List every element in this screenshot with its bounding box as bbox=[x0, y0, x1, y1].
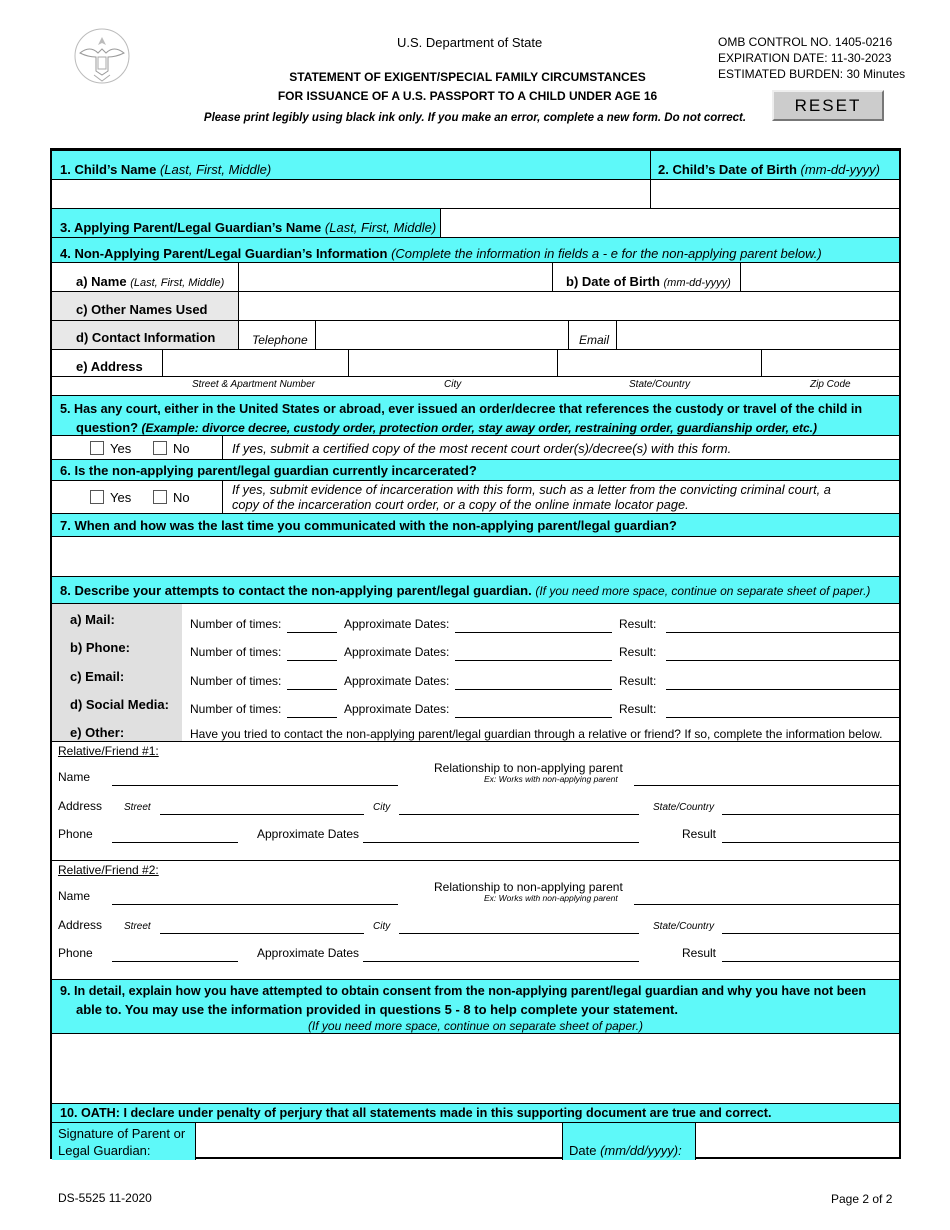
q6-label: 6. Is the non-applying parent/legal guardian currently incarcerated? bbox=[60, 463, 477, 478]
result-label: Result: bbox=[619, 674, 657, 688]
relative-address-label: Address bbox=[58, 799, 103, 813]
applying-parent-name-field[interactable] bbox=[442, 209, 899, 237]
email-field[interactable] bbox=[617, 321, 899, 349]
reset-button[interactable]: RESET bbox=[772, 90, 884, 121]
city-field[interactable] bbox=[399, 814, 639, 815]
relative-address-label: Address bbox=[58, 918, 103, 932]
times-label: Number of times: bbox=[190, 674, 282, 688]
omb-control: OMB CONTROL NO. 1405-0216 bbox=[718, 35, 893, 49]
form-title-line2: FOR ISSUANCE OF A U.S. PASSPORT TO A CHILD UNDER AGE 16 bbox=[277, 89, 658, 103]
q9-answer-field[interactable] bbox=[52, 1034, 899, 1103]
state-label: State/Country bbox=[653, 921, 715, 932]
city-label: City bbox=[373, 921, 391, 932]
method-label: a) Mail: bbox=[70, 612, 115, 627]
approx-dates-field[interactable] bbox=[363, 842, 639, 843]
q6-note-line2: copy of the incarceration court order, or a copy of the online inmate locator page. bbox=[232, 497, 689, 512]
address-zip-field[interactable] bbox=[762, 350, 899, 376]
signature-label-line1: Signature of Parent or bbox=[58, 1126, 186, 1141]
times-field[interactable] bbox=[287, 717, 337, 718]
dates-field[interactable] bbox=[455, 660, 612, 661]
relative-name-label: Name bbox=[58, 889, 91, 903]
q5-note: If yes, submit a certified copy of the most recent court order(s)/decree(s) with this form. bbox=[232, 441, 732, 456]
relationship-field[interactable] bbox=[634, 904, 899, 905]
result-label: Result: bbox=[619, 645, 657, 659]
child-dob-field[interactable] bbox=[651, 180, 899, 207]
q3-label: 3. Applying Parent/Legal Guardian’s Name (Last, First, Middle) bbox=[60, 220, 437, 235]
form-body bbox=[50, 148, 901, 1159]
result-field[interactable] bbox=[666, 717, 899, 718]
zip-caption: Zip Code bbox=[810, 379, 851, 390]
times-field[interactable] bbox=[287, 660, 337, 661]
relative-title: Relative/Friend #1: bbox=[58, 744, 159, 758]
times-label: Number of times: bbox=[190, 645, 282, 659]
method-label: b) Phone: bbox=[70, 640, 130, 655]
relatives-divider bbox=[52, 860, 899, 861]
q6-no[interactable]: No bbox=[153, 490, 190, 505]
phone-field[interactable] bbox=[112, 961, 238, 962]
q2-label: 2. Child’s Date of Birth (mm-dd-yyyy) bbox=[658, 162, 880, 177]
address-city-field[interactable] bbox=[349, 350, 557, 376]
q9-line2: able to. You may use the information provided in questions 5 - 8 to help complete your statement. bbox=[76, 1002, 678, 1017]
non-applying-name-field[interactable] bbox=[239, 263, 552, 291]
q5-yes-checkbox[interactable] bbox=[90, 441, 104, 455]
signature-date-field[interactable] bbox=[696, 1123, 899, 1160]
expiration-date: EXPIRATION DATE: 11-30-2023 bbox=[718, 51, 892, 65]
child-name-field[interactable] bbox=[52, 180, 649, 207]
result-field[interactable] bbox=[666, 632, 899, 633]
street-label: Street bbox=[124, 802, 151, 813]
method-label: c) Email: bbox=[70, 669, 125, 684]
q6-no-checkbox[interactable] bbox=[153, 490, 167, 504]
street-field[interactable] bbox=[160, 933, 364, 934]
times-field[interactable] bbox=[287, 632, 337, 633]
email-label: Email bbox=[579, 333, 610, 347]
times-label: Number of times: bbox=[190, 702, 282, 716]
relative-result-field[interactable] bbox=[722, 961, 899, 962]
relative-name-label: Name bbox=[58, 770, 91, 784]
q8e-text: Have you tried to contact the non-applying parent/legal guardian through a relative or friend? If so, complete the information below. bbox=[190, 727, 883, 741]
state-field[interactable] bbox=[722, 933, 899, 934]
q4e-label: e) Address bbox=[76, 359, 143, 374]
dates-field[interactable] bbox=[455, 632, 612, 633]
relative-name-field[interactable] bbox=[112, 785, 398, 786]
street-field[interactable] bbox=[160, 814, 364, 815]
q6-note-line1: If yes, submit evidence of incarceration with this form, such as a letter from the convicting criminal court, a bbox=[232, 482, 831, 497]
relative-result-label: Result bbox=[682, 946, 717, 960]
dates-field[interactable] bbox=[455, 689, 612, 690]
approx-dates-label: Approximate Dates bbox=[257, 946, 360, 960]
telephone-field[interactable] bbox=[316, 321, 568, 349]
times-field[interactable] bbox=[287, 689, 337, 690]
page-number: Page 2 of 2 bbox=[831, 1192, 893, 1206]
relative-result-label: Result bbox=[682, 827, 717, 841]
estimated-burden: ESTIMATED BURDEN: 30 Minutes bbox=[718, 67, 906, 81]
result-label: Result: bbox=[619, 702, 657, 716]
q4a-label: a) Name (Last, First, Middle) bbox=[76, 274, 225, 289]
street-caption: Street & Apartment Number bbox=[192, 379, 316, 390]
result-label: Result: bbox=[619, 617, 657, 631]
address-state-field[interactable] bbox=[558, 350, 761, 376]
dates-label: Approximate Dates: bbox=[344, 674, 450, 688]
q6-yes-checkbox[interactable] bbox=[90, 490, 104, 504]
q9-line1: 9. In detail, explain how you have attempted to obtain consent from the non-applying parent/legal guardian and why you have not been bbox=[60, 984, 867, 998]
q8e-label: e) Other: bbox=[70, 725, 125, 740]
q4b-label: b) Date of Birth (mm-dd-yyyy) bbox=[566, 274, 731, 289]
relative-phone-label: Phone bbox=[58, 827, 93, 841]
city-label: City bbox=[373, 802, 391, 813]
q5-no-checkbox[interactable] bbox=[153, 441, 167, 455]
form-title-line1: STATEMENT OF EXIGENT/SPECIAL FAMILY CIRCUMSTANCES bbox=[289, 70, 646, 84]
phone-field[interactable] bbox=[112, 842, 238, 843]
relationship-field[interactable] bbox=[634, 785, 899, 786]
q4c-label: c) Other Names Used bbox=[76, 302, 208, 317]
q4d-label: d) Contact Information bbox=[76, 330, 216, 345]
city-caption: City bbox=[444, 379, 462, 390]
method-label: d) Social Media: bbox=[70, 697, 169, 712]
approx-dates-label: Approximate Dates bbox=[257, 827, 360, 841]
q7-answer-field[interactable] bbox=[52, 537, 899, 576]
q5-no[interactable]: No bbox=[153, 441, 190, 456]
city-field[interactable] bbox=[399, 933, 639, 934]
date-label: Date (mm/dd/yyyy): bbox=[569, 1143, 682, 1158]
q7-label: 7. When and how was the last time you communicated with the non-applying parent/legal guardian? bbox=[60, 518, 677, 533]
state-field[interactable] bbox=[722, 814, 899, 815]
q5-line1: 5. Has any court, either in the United States or abroad, ever issued an order/decree that references the custody or travel of the child in bbox=[60, 402, 863, 416]
q4-label: 4. Non-Applying Parent/Legal Guardian’s Information (Complete the information in fields a - e for the non-applying parent below.) bbox=[60, 246, 822, 261]
relationship-example: Ex: Works with non-applying parent bbox=[484, 893, 618, 903]
form-id: DS-5525 11-2020 bbox=[58, 1191, 152, 1205]
other-names-field[interactable] bbox=[239, 292, 899, 320]
dates-field[interactable] bbox=[455, 717, 612, 718]
dates-label: Approximate Dates: bbox=[344, 645, 450, 659]
address-street-field[interactable] bbox=[163, 350, 348, 376]
relationship-label: Relationship to non-applying parent bbox=[434, 761, 623, 775]
dates-label: Approximate Dates: bbox=[344, 617, 450, 631]
relationship-label: Relationship to non-applying parent bbox=[434, 880, 623, 894]
q6-yes[interactable]: Yes bbox=[90, 490, 131, 505]
state-label: State/Country bbox=[653, 802, 715, 813]
approx-dates-field[interactable] bbox=[363, 961, 639, 962]
relative-title: Relative/Friend #2: bbox=[58, 863, 159, 877]
relationship-example: Ex: Works with non-applying parent bbox=[484, 774, 618, 784]
relative-phone-label: Phone bbox=[58, 946, 93, 960]
dates-label: Approximate Dates: bbox=[344, 702, 450, 716]
q10-label: 10. OATH: I declare under penalty of perjury that all statements made in this supporting document are true and correct. bbox=[60, 1106, 772, 1120]
street-label: Street bbox=[124, 921, 151, 932]
non-applying-dob-field[interactable] bbox=[741, 263, 899, 291]
q8-label: 8. Describe your attempts to contact the non-applying parent/legal guardian. (If you need more space, continue on separate sheet of paper.) bbox=[60, 583, 871, 598]
q5-line2: question? (Example: divorce decree, custody order, protection order, stay away order, restraining order, guardianship order, etc.) bbox=[76, 420, 817, 435]
times-label: Number of times: bbox=[190, 617, 282, 631]
department-name: U.S. Department of State bbox=[397, 35, 543, 50]
instructions: Please print legibly using black ink only. If you make an error, complete a new form. Do not correct. bbox=[203, 112, 747, 124]
state-caption: State/Country bbox=[629, 379, 691, 390]
q5-yes[interactable]: Yes bbox=[90, 441, 131, 456]
q1-label: 1. Child’s Name (Last, First, Middle) bbox=[60, 162, 272, 177]
q9-hint: (If you need more space, continue on separate sheet of paper.) bbox=[307, 1019, 644, 1033]
telephone-label: Telephone bbox=[252, 333, 308, 347]
signature-label-line2: Legal Guardian: bbox=[58, 1143, 151, 1158]
relative-result-field[interactable] bbox=[722, 842, 899, 843]
result-field[interactable] bbox=[666, 689, 899, 690]
relative-name-field[interactable] bbox=[112, 904, 398, 905]
result-field[interactable] bbox=[666, 660, 899, 661]
signature-field[interactable] bbox=[196, 1123, 562, 1160]
